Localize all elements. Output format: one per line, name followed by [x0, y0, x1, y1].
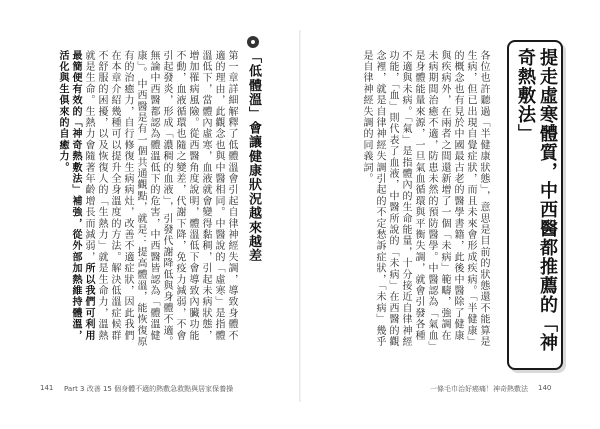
left-body-text: 第一章詳細解釋了低體溫會引起自律神經失調，導致身體不適的理由，此觀念也與中醫相同。中醫說的「虛寒」是指體溫低下，當體內虛寒，血液就會變得黏稠，引起未病狀態，增加罹病風險。從西醫角度說明，體溫低下會導致內臟功能不動，血液循環也隨之變差，代謝下降，免疫力減弱，不會引起發炎，形成「濃稠的血液」，引發代謝降低與身體不適。無論中西醫都認為體溫低下的危害，中西醫皆認為「體溫健康」。中西醫是有一個共通觀點，就是：提高體溫，能恢復原有的治癒力，自行修復生病病灶，改善不適症狀，因此我們在本章介紹幾種可以提升全身溫度的方法。解決低溫症候群不舒服的困擾，以及恢復人的「生熱力」就是生命力，溫熱就是生命。生熱力會隨著年齡增長而減弱，	[83, 50, 237, 348]
left-page-body	[48, 50, 238, 350]
page-number-left: 141	[40, 384, 54, 392]
running-head-left: Part 3 改善 15 個身體不適的熱敷急救點與居家保養操	[64, 385, 234, 393]
page-gutter	[299, 30, 301, 402]
section-heading: 「低體溫」會讓健康狀況越來越差	[246, 50, 261, 263]
page-number-right: 140	[538, 384, 552, 392]
right-page-body: 各位也許聽過「半健康狀態」，意思是目前的狀態還不能算是生病，但已出現自覺症狀，而且未來會形成疾病。「半健康」的概念也有見於中國最古老的醫學書籍，此後中醫除了健康與疾病外，在兩者之間還新增了一個「未病」範疇，強調在未病期間治癒不適，防患未然的預防醫學。中醫認為「氣血」是身體能量來源，一旦氣血循環與平衡失調，就會引發各種不適與未病。「氣」是指體內的生命能量，十分接近自律神經功能，「血」則代表了血液，中醫所說的「未病」在西醫的觀念裡，就是自律神經失調引起的不定愁訴症狀，「未病」幾乎是自律神經失調的同義詞。	[361, 50, 489, 348]
running-head-right: 一條毛巾治好癌痛！神奇熱敷法	[430, 385, 528, 393]
section-bullet-icon	[247, 36, 259, 48]
chapter-title: 提走虛寒體質，中西醫都推薦的「神奇熱敷法」	[515, 48, 558, 352]
left-body-bold-text: 所以我們可利用最簡便有效的「神奇熱敷法」補強，從外部加熱維持體溫，活化與生俱來的自癒力。	[57, 50, 94, 342]
